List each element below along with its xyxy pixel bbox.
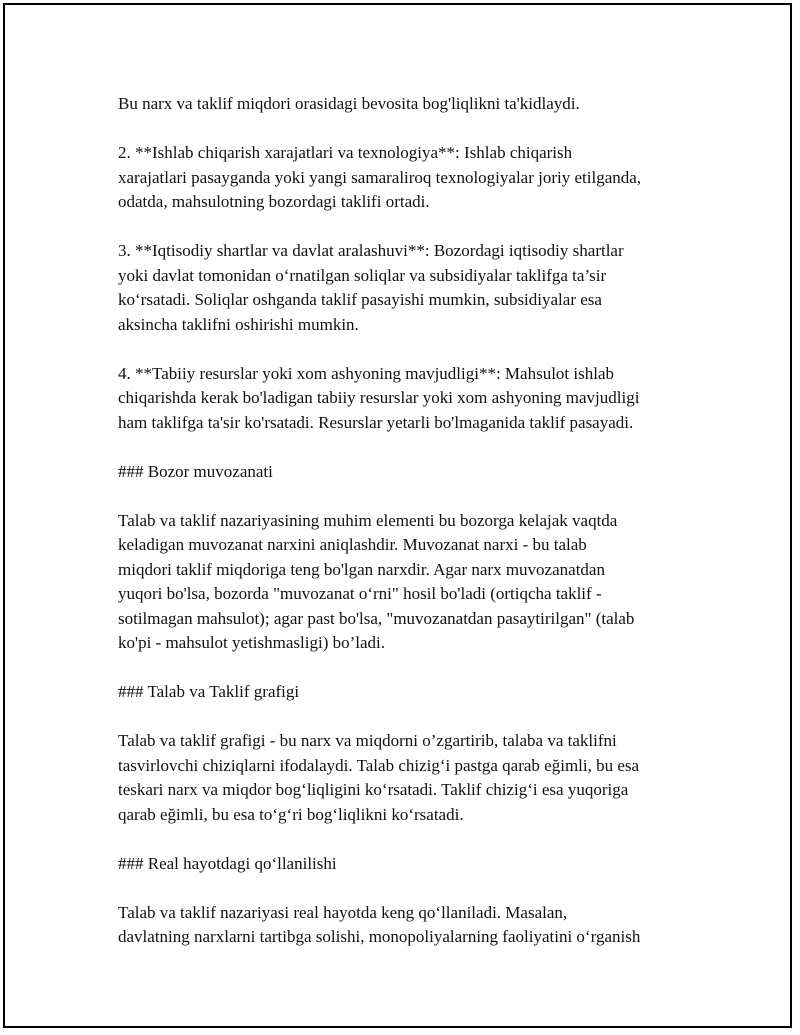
- text-line: tasvirlovchi chiziqlarni ifodalaydi. Talab chizig‘i pastga qarab eğimli, bu esa: [118, 755, 640, 775]
- text-line: yoki davlat tomonidan o‘rnatilgan soliqlar va subsidiyalar taklifga ta’sir: [118, 265, 607, 285]
- text-line: ham taklifga ta'sir ko'rsatadi. Resurslar yetarli bo'lmaganida taklif pasayadi.: [118, 412, 634, 432]
- text-line: 4. **Tabiiy resurslar yoki xom ashyoning mavjudligi**: Mahsulot ishlab: [118, 363, 615, 383]
- text-line: aksincha taklifni oshirishi mumkin.: [118, 314, 359, 334]
- text-line: keladigan muvozanat narxini aniqlashdir. Muvozanat narxi - bu talab: [118, 535, 587, 554]
- text-line: Bu narx va taklif miqdori orasidagi bevosita bog'liqlikni ta'kidlaydi.: [118, 94, 580, 113]
- text-line: miqdori taklif miqdoriga teng bo'lgan narxdir. Agar narx muvozanatdan: [118, 559, 605, 579]
- paragraph-item-4: [118, 362, 698, 436]
- text-line: qarab eğimli, bu esa to‘g‘ri bog‘liqlikni ko‘rsatadi.: [118, 804, 464, 824]
- paragraph-real-body: [118, 901, 698, 950]
- text-line: xarajatlari pasayganda yoki yangi samaraliroq texnologiyalar joriy etilganda,: [118, 167, 642, 187]
- text-line: odatda, mahsulotning bozordagi taklifi ortadi.: [118, 192, 430, 211]
- text-line: sotilmagan mahsulot); agar past bo'lsa, "muvozanatdan pasaytirilgan" (talab: [118, 608, 635, 628]
- text-line: yuqori bo'lsa, bozorda "muvozanat o‘rni" hosil bo'ladi (ortiqcha taklif -: [118, 584, 602, 603]
- document-body: [118, 92, 698, 974]
- text-line: 2. **Ishlab chiqarish xarajatlari va texnologiya**: Ishlab chiqarish: [118, 143, 573, 162]
- paragraph-grafik-body: [118, 729, 698, 827]
- text-line: ### Talab va Taklif grafigi: [118, 682, 300, 701]
- text-line: ### Bozor muvozanati: [118, 461, 273, 481]
- text-line: 3. **Iqtisodiy shartlar va davlat aralashuvi**: Bozordagi iqtisodiy shartlar: [118, 241, 624, 260]
- text-line: ### Real hayotdagi qo‘llanilishi: [118, 853, 337, 873]
- text-line: Talab va taklif nazariyasi real hayotda keng qo‘llaniladi. Masalan,: [118, 902, 568, 922]
- text-line: Talab va taklif nazariyasining muhim elementi bu bozorga kelajak vaqtda: [118, 510, 618, 530]
- text-line: ko'pi - mahsulot yetishmasligi) bo’ladi.: [118, 633, 386, 652]
- text-line: ko‘rsatadi. Soliqlar oshganda taklif pasayishi mumkin, subsidiyalar esa: [118, 290, 602, 309]
- text-line: davlatning narxlarni tartibga solishi, monopoliyalarning faoliyatini o‘rganish: [118, 927, 641, 946]
- paragraph-item-3: [118, 239, 698, 337]
- heading-real-hayot: [118, 852, 698, 877]
- text-line: teskari narx va miqdor bog‘liqligini ko‘rsatadi. Taklif chizig‘i esa yuqoriga: [118, 780, 629, 799]
- heading-talab-taklif-grafigi: [118, 680, 698, 705]
- text-line: Talab va taklif grafigi - bu narx va miqdorni o’zgartirib, talaba va taklifni: [118, 731, 617, 750]
- paragraph-item-2: [118, 141, 698, 215]
- heading-bozor-muvozanati: [118, 460, 698, 485]
- paragraph-intro-end: [118, 92, 698, 117]
- paragraph-bozor-body: [118, 509, 698, 656]
- text-line: chiqarishda kerak bo'ladigan tabiiy resurslar yoki xom ashyoning mavjudligi: [118, 388, 640, 407]
